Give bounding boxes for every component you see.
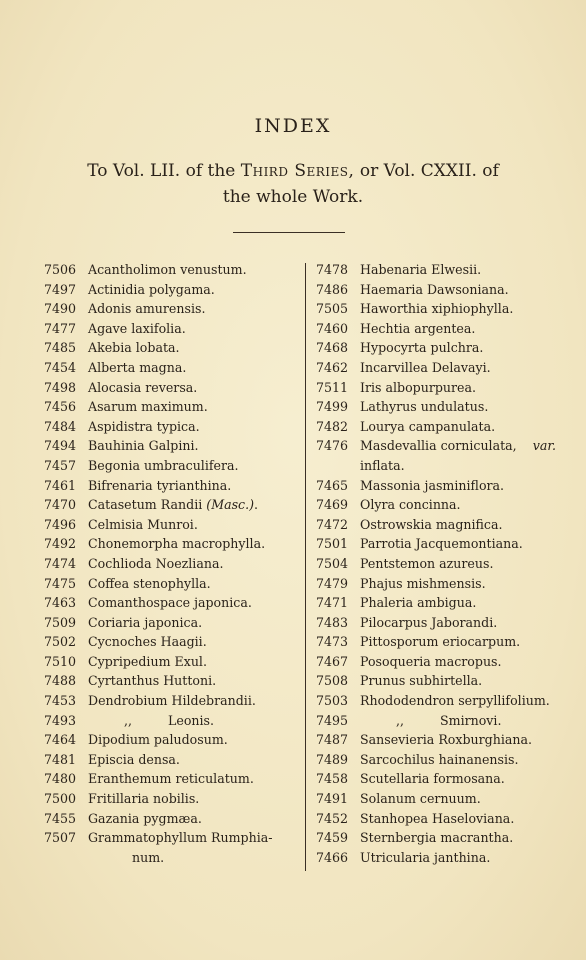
variety-note: var. [532,438,556,454]
species-name-text: Cypripedium Exul. [88,653,207,669]
plate-number: 7455 [44,810,77,826]
species-name [360,652,564,672]
plate-number: 7495 [316,712,349,728]
index-entry [44,613,298,633]
index-entry [44,574,298,594]
species-name [360,632,564,652]
species-name-text: Stanhopea Haseloviana. [360,810,515,826]
index-entry [316,632,564,652]
index-entry [316,730,564,750]
plate-number: 7493 [44,712,77,728]
plate-number: 7461 [44,477,77,493]
species-name [88,515,298,535]
index-entry [44,632,298,652]
plate-number: 7506 [44,262,77,277]
species-name [88,476,298,496]
plate-number: 7473 [316,634,349,650]
species-name [360,828,564,848]
species-name-text: Bifrenaria tyrianthina. [88,477,232,493]
plate-number: 7460 [316,320,349,336]
plate-number: 7504 [316,555,349,571]
species-name [360,574,564,594]
species-name-text: Alocasia reversa. [88,379,198,395]
species-name [88,769,298,789]
plate-number: 7452 [316,810,349,826]
index-entry [44,358,298,378]
index-entry [316,338,564,358]
page-title: INDEX [254,115,332,137]
species-name [88,574,298,594]
plate-number: 7465 [316,477,349,493]
plate-number: 7502 [44,634,77,650]
ditto-mark: ,, [395,712,404,728]
index-entry [44,378,298,398]
species-name-text: Olyra concinna. [360,497,461,513]
species-name [88,358,298,378]
species-name-text: Adonis amurensis. [88,301,206,317]
plate-number: 7462 [316,359,349,375]
species-name-text: Pittosporum eriocarpum. [360,634,521,650]
species-name [88,809,298,829]
plate-number: 7480 [44,771,77,787]
plate-number: 7485 [44,340,77,356]
plate-number: 7479 [316,575,349,591]
plate-number: 7457 [44,457,77,473]
species-name-text: Rhododendron serpyllifolium. [360,693,550,709]
species-name-text: Lourya campanulata. [360,418,496,434]
species-name [88,495,298,515]
index-entry [44,809,298,829]
species-name [360,358,564,378]
index-entry [316,711,564,731]
plate-number: 7505 [316,301,349,317]
index-entry [316,789,564,809]
species-name-text: Haworthia xiphiophylla. [360,301,514,317]
species-name [360,280,564,300]
plate-number: 7477 [44,320,77,336]
plate-number: 7507 [44,830,77,846]
plate-number: 7463 [44,595,77,611]
plate-number: 7489 [316,751,349,767]
species-name-text: Leonis. [168,712,215,728]
species-name [360,319,564,339]
plate-number: 7456 [44,399,77,415]
plate-number: 7474 [44,555,77,571]
species-name-text: Massonia jasminiflora. [360,477,505,493]
plate-number: 7487 [316,732,349,748]
species-name-text: Grammatophyllum Rumphia- [88,830,273,846]
index-entry [44,828,298,848]
species-name [88,671,298,691]
ditto-mark: ,, [123,712,132,728]
index-entry [44,397,298,417]
entry-continuation: num. [132,849,165,865]
entry-tail: . [254,497,259,513]
species-name-text: Habenaria Elwesii. [360,262,482,277]
species-name [360,338,564,358]
plate-number: 7511 [316,379,349,395]
species-name-text: Episcia densa. [88,751,180,767]
species-name-text: Hypocyrta pulchra. [360,340,484,356]
index-entry [316,848,564,868]
species-name-text: Eranthemum reticulatum. [88,771,254,787]
plate-number: 7484 [44,418,77,434]
plate-number: 7488 [44,673,77,689]
species-name-text: Catasetum Randii [88,497,203,513]
species-name [88,632,298,652]
species-name [88,711,298,731]
sex-note: (Masc.) [206,497,255,513]
species-name-text: Agave laxifolia. [88,320,186,336]
index-entry [44,789,298,809]
index-entry [316,652,564,672]
page-subtitle [40,158,546,210]
index-entry [44,769,298,789]
species-name-text: Cochlioda Noezliana. [88,555,224,571]
species-name [360,436,564,456]
plate-number: 7490 [44,301,77,317]
species-name-text: Smirnovi. [440,712,502,728]
species-name-text: Ostrowskia magnifica. [360,516,503,532]
species-name [360,260,564,280]
species-name [88,789,298,809]
species-name [88,280,298,300]
index-entry [316,397,564,417]
species-name [88,593,298,613]
species-name-text: Alberta magna. [88,359,187,375]
index-entry [44,476,298,496]
plate-number: 7472 [316,516,349,532]
plate-number: 7486 [316,281,349,297]
species-name [360,534,564,554]
column-divider [305,263,306,871]
plate-number: 7509 [44,614,77,630]
species-name-text: Iris albopurpurea. [360,379,477,395]
plate-number: 7470 [44,497,77,513]
species-name-text: Masdevallia corniculata, [360,438,517,454]
plate-number: 7503 [316,693,349,709]
index-entry [316,691,564,711]
species-name [360,515,564,535]
index-entry [44,671,298,691]
index-entry [316,554,564,574]
index-entry [316,534,564,554]
species-name [360,691,564,711]
species-name [360,476,564,496]
plate-number: 7494 [44,438,77,454]
species-name-text: Utricularia janthina. [360,849,491,865]
species-name [360,299,564,319]
species-name-text: Sternbergia macrantha. [360,830,514,846]
index-column-left [44,260,298,867]
index-entry [44,436,298,456]
species-name [88,828,298,848]
plate-number: 7499 [316,399,349,415]
species-name [360,848,564,868]
plate-number: 7482 [316,418,349,434]
species-name [88,554,298,574]
species-name [88,378,298,398]
index-entry [316,436,564,456]
plate-number: 7469 [316,497,349,513]
plate-number: 7501 [316,536,349,552]
index-entry [316,260,564,280]
species-name [88,613,298,633]
plate-number: 7453 [44,693,77,709]
species-name [360,711,564,731]
plate-number: 7481 [44,751,77,767]
species-name-text: Haemaria Dawsoniana. [360,281,509,297]
index-entry [316,828,564,848]
species-name-text: Bauhinia Galpini. [88,438,199,454]
index-entry [44,456,298,476]
plate-number: 7454 [44,359,77,375]
index-entry [44,554,298,574]
subtitle-line-2: the whole Work. [222,187,364,207]
plate-number: 7510 [44,653,77,669]
species-name-text: Phajus mishmensis. [360,575,486,591]
species-name-text: Asarum maximum. [88,399,208,415]
species-name-text: Fritillaria nobilis. [88,791,200,807]
species-name [360,593,564,613]
species-name [88,299,298,319]
entry-continuation: inflata. [360,457,405,473]
index-entry [44,338,298,358]
plate-number: 7458 [316,771,349,787]
species-name-text: Prunus subhirtella. [360,673,483,689]
species-name-text: Pilocarpus Jaborandi. [360,614,498,630]
species-name-text: Celmisia Munroi. [88,516,198,532]
plate-number: 7496 [44,516,77,532]
species-name-text: Akebia lobata. [88,340,180,356]
index-entry [44,593,298,613]
index-entry [44,319,298,339]
plate-number: 7500 [44,791,77,807]
species-name-text: Actinidia polygama. [88,281,215,297]
species-name [88,652,298,672]
plate-number: 7508 [316,673,349,689]
index-entry [316,280,564,300]
species-name-text: Chonemorpha macrophylla. [88,536,266,552]
species-name [360,378,564,398]
index-entry [316,574,564,594]
species-name-text: Solanum cernuum. [360,791,481,807]
species-name [88,436,298,456]
species-name-text: Pentstemon azureus. [360,555,494,571]
index-column-right [316,260,564,867]
plate-number: 7478 [316,262,349,277]
species-name [88,691,298,711]
species-name-text: Lathyrus undulatus. [360,399,489,415]
index-entry [316,769,564,789]
species-name [88,319,298,339]
species-name-text: Comanthospace japonica. [88,595,252,611]
species-name [88,397,298,417]
index-entry [44,260,298,280]
species-name [360,613,564,633]
subtitle-part-b: or Vol. CXXII. of [359,161,499,181]
index-entry [316,417,564,437]
index-entry [44,730,298,750]
index-entry [44,652,298,672]
plate-number: 7459 [316,830,349,846]
plate-number: 7498 [44,379,77,395]
subtitle-part-a: To Vol. LII. of the [87,161,236,181]
species-name [360,789,564,809]
species-name [88,750,298,770]
plate-number: 7467 [316,653,349,669]
species-name [360,769,564,789]
species-name-text: Sansevieria Roxburghiana. [360,732,533,748]
index-entry [44,534,298,554]
species-name [88,417,298,437]
index-entry [316,378,564,398]
title-rule [233,232,345,233]
species-name-text: Dipodium paludosum. [88,732,228,748]
species-name [360,671,564,691]
species-name-text: Gazania pygmæa. [88,810,202,826]
species-name [360,495,564,515]
species-name [360,809,564,829]
species-name-with-note [360,436,556,456]
species-name [360,750,564,770]
index-entry [316,319,564,339]
plate-number: 7468 [316,340,349,356]
species-name-text: Phaleria ambigua. [360,595,477,611]
species-name-text: Incarvillea Delavayi. [360,359,491,375]
index-entry [316,809,564,829]
species-name-text: Sarcochilus hainanensis. [360,751,519,767]
species-name-text: Aspidistra typica. [88,418,200,434]
index-entry [44,515,298,535]
subtitle-series: Third Series, [240,161,355,181]
index-entry [316,476,564,496]
plate-number: 7483 [316,614,349,630]
species-name-text: Hechtia argentea. [360,320,476,336]
plate-number: 7471 [316,595,349,611]
species-name [360,730,564,750]
index-entry [44,280,298,300]
index-entry [316,593,564,613]
species-name-text: Coriaria japonica. [88,614,203,630]
index-entry [44,691,298,711]
index-entry [316,515,564,535]
species-name-text: Begonia umbraculifera. [88,457,239,473]
plate-number: 7491 [316,791,349,807]
index-entry [316,613,564,633]
index-entry [316,671,564,691]
species-name-text: Cyrtanthus Huttoni. [88,673,217,689]
species-name [88,260,298,280]
species-name-text: Dendrobium Hildebrandii. [88,693,256,709]
index-entry [316,299,564,319]
species-name-text: Cycnoches Haagii. [88,634,207,650]
index-entry [316,358,564,378]
index-entry [44,299,298,319]
index-entry [44,711,298,731]
index-entry [44,750,298,770]
index-entry [44,495,298,515]
index-entry [44,417,298,437]
species-name [360,397,564,417]
species-name [360,554,564,574]
species-name [88,534,298,554]
plate-number: 7464 [44,732,77,748]
plate-number: 7497 [44,281,77,297]
plate-number: 7475 [44,575,77,591]
species-name [88,730,298,750]
index-entry [316,750,564,770]
species-name-text: Acantholimon venustum. [88,262,247,277]
species-name-text: Posoqueria macropus. [360,653,502,669]
species-name-text: Coffea stenophylla. [88,575,211,591]
index-entry [316,495,564,515]
species-name [88,338,298,358]
species-name [360,417,564,437]
species-name-text: Scutellaria formosana. [360,771,505,787]
plate-number: 7466 [316,849,349,865]
plate-number: 7492 [44,536,77,552]
species-name-text: Parrotia Jacquemontiana. [360,536,523,552]
species-name [88,456,298,476]
plate-number: 7476 [316,438,349,454]
